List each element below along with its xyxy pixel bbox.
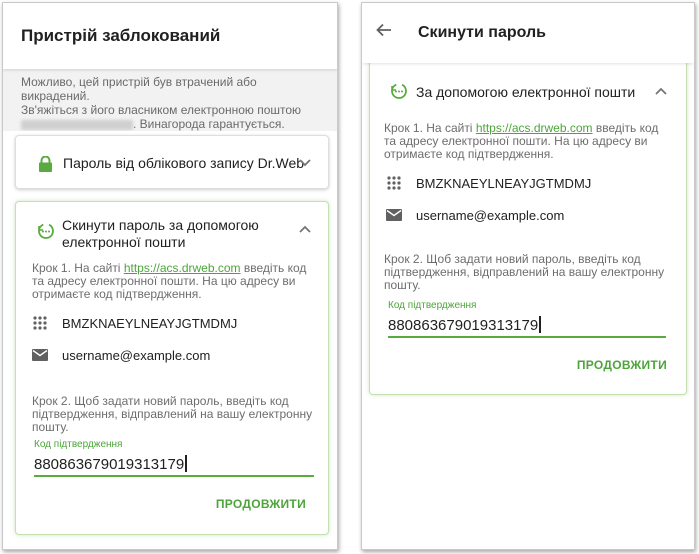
email-reset-title: За допомогою електронної пошти [416, 84, 636, 100]
step-2-line: підтвердження, відправлений на вашу електронну [32, 407, 313, 421]
reset-history-icon [37, 222, 55, 240]
mail-icon [32, 349, 48, 361]
account-password-title: Пароль від облікового запису Dr.Web [63, 155, 305, 171]
step-1-line: та адресу електронної пошти. На цю адресу ви [32, 274, 296, 288]
step-1-suffix: введіть код [240, 261, 307, 275]
acs-drweb-link[interactable]: https://acs.drweb.com [475, 121, 593, 135]
confirmation-code-input[interactable] [34, 455, 314, 477]
email-reset-title [62, 217, 259, 251]
owner-email: username@example.com [416, 208, 565, 223]
recovery-options [3, 131, 337, 549]
step-2-line: пошту. [32, 420, 69, 434]
owner-email: username@example.com [62, 348, 211, 363]
step-2-line: пошту. [384, 278, 421, 292]
confirmation-code-value: 880863679019313179 [34, 456, 185, 473]
step-2-instructions [384, 253, 664, 292]
reset-history-icon [390, 82, 408, 100]
text-cursor [539, 316, 541, 333]
page-title: Скинути пароль [418, 24, 546, 41]
email-reset-title-line: Скинути пароль за допомогою [62, 217, 259, 233]
confirmation-code-label: Код підтвердження [34, 439, 123, 450]
mail-icon [386, 209, 402, 221]
page-title: Пристрій заблокований [21, 26, 221, 45]
continue-button[interactable]: ПРОДОВЖИТИ [215, 497, 306, 511]
step-1-line: отримаєте код підтвердження. [384, 147, 554, 161]
step-1-instructions [32, 262, 306, 301]
acs-drweb-link[interactable]: https://acs.drweb.com [123, 261, 241, 275]
device-locked-screen [2, 2, 338, 550]
keypad-icon [33, 316, 47, 330]
blurred-owner-email [21, 120, 133, 130]
step-2-line: Крок 2. Щоб задати новий пароль, введіть код [32, 394, 289, 408]
step-1-line: отримаєте код підтвердження. [32, 287, 202, 301]
step-1-line: та адресу електронної пошти. На цю адресу ви [384, 134, 648, 148]
reset-code: BMZKNAEYLNEAYJGTMDMJ [62, 316, 238, 331]
email-reset-card [369, 59, 687, 395]
step-1-prefix: Крок 1. На сайті [384, 121, 476, 135]
chevron-down-icon[interactable] [298, 158, 312, 168]
step-1-instructions [384, 122, 658, 161]
notice-line: Зв'яжіться з його власником електронною поштою [21, 103, 302, 117]
chevron-up-icon[interactable] [298, 224, 312, 234]
confirmation-code-value: 880863679019313179 [388, 317, 539, 334]
continue-button[interactable]: ПРОДОВЖИТИ [576, 358, 667, 372]
notice-line: Можливо, цей пристрій був втрачений або викрадений. [21, 75, 257, 103]
text-cursor [185, 455, 187, 472]
step-2-line: Крок 2. Щоб задати новий пароль, введіть код [384, 252, 641, 266]
back-arrow-icon[interactable] [376, 23, 392, 37]
keypad-icon [387, 176, 401, 190]
step-2-instructions [32, 395, 312, 434]
email-reset-card [15, 201, 329, 535]
reset-password-screen [361, 2, 695, 550]
email-reset-title-line: електронної пошти [62, 234, 186, 250]
confirmation-code-label: Код підтвердження [388, 300, 477, 311]
app-bar [3, 3, 337, 69]
chevron-up-icon[interactable] [654, 86, 668, 96]
lock-icon [38, 156, 53, 172]
notice-line [21, 117, 325, 131]
step-1-suffix: введіть код [592, 121, 659, 135]
reset-code: BMZKNAEYLNEAYJGTMDMJ [416, 176, 592, 191]
app-bar [362, 3, 694, 63]
step-1-prefix: Крок 1. На сайті [32, 261, 124, 275]
notice-reward-text: . Винагорода гарантується. [133, 117, 285, 131]
confirmation-code-input[interactable] [388, 316, 666, 338]
account-password-card[interactable] [15, 135, 329, 189]
step-2-line: підтвердження, відправлений на вашу електронну [384, 265, 665, 279]
